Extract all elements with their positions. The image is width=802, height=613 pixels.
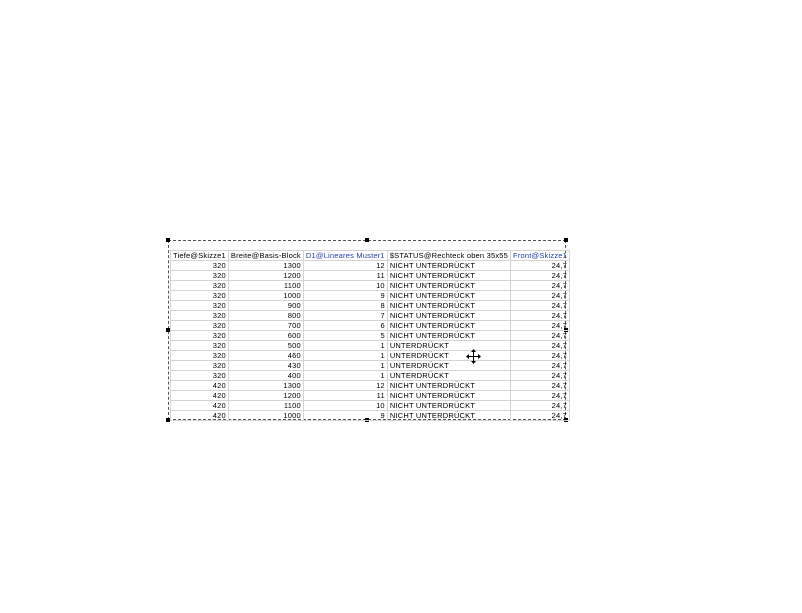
cell-front[interactable]: 24,7 <box>511 291 570 301</box>
cell-status[interactable]: NICHT UNTERDRÜCKT <box>387 261 510 271</box>
cell-d1[interactable]: 1 <box>303 351 387 361</box>
cell-breite[interactable]: 500 <box>228 341 303 351</box>
table-row <box>171 411 570 421</box>
cell-breite[interactable]: 430 <box>228 361 303 371</box>
cell-tiefe[interactable]: 320 <box>171 281 229 291</box>
cell-tiefe[interactable]: 420 <box>171 411 229 421</box>
cell-front[interactable]: 24,7 <box>511 311 570 321</box>
cell-d1[interactable]: 1 <box>303 371 387 381</box>
cell-front[interactable]: 24,7 <box>511 371 570 381</box>
cell-d1[interactable]: 11 <box>303 271 387 281</box>
table-row <box>171 381 570 391</box>
cell-breite[interactable]: 1000 <box>228 291 303 301</box>
cell-breite[interactable]: 460 <box>228 351 303 361</box>
cell-d1[interactable]: 9 <box>303 411 387 421</box>
cell-status[interactable]: NICHT UNTERDRÜCKT <box>387 401 510 411</box>
resize-handle-top-center[interactable] <box>365 238 369 242</box>
cell-front[interactable]: 24,7 <box>511 341 570 351</box>
cell-status[interactable]: NICHT UNTERDRÜCKT <box>387 271 510 281</box>
cell-tiefe[interactable]: 320 <box>171 321 229 331</box>
cell-front[interactable]: 24,7 <box>511 351 570 361</box>
table-row <box>171 391 570 401</box>
table-row <box>171 331 570 341</box>
column-header-status[interactable]: $STATUS@Rechteck oben 35x55 <box>387 251 510 261</box>
cell-breite[interactable]: 800 <box>228 311 303 321</box>
cell-d1[interactable]: 11 <box>303 391 387 401</box>
cell-breite[interactable]: 600 <box>228 331 303 341</box>
table-row <box>171 361 570 371</box>
cell-front[interactable]: 24,7 <box>511 281 570 291</box>
column-header-breite[interactable]: Breite@Basis-Block <box>228 251 303 261</box>
cell-d1[interactable]: 1 <box>303 341 387 351</box>
cell-status[interactable]: NICHT UNTERDRÜCKT <box>387 331 510 341</box>
column-header-tiefe[interactable]: Tiefe@Skizze1 <box>171 251 229 261</box>
cell-tiefe[interactable]: 420 <box>171 381 229 391</box>
column-header-front[interactable]: Front@Skizze1 <box>511 251 570 261</box>
column-header-d1[interactable]: D1@Lineares Muster1 <box>303 251 387 261</box>
cell-status[interactable]: UNTERDRÜCKT <box>387 371 510 381</box>
cell-d1[interactable]: 8 <box>303 301 387 311</box>
cell-d1[interactable]: 12 <box>303 261 387 271</box>
cell-d1[interactable]: 9 <box>303 291 387 301</box>
cell-status[interactable]: NICHT UNTERDRÜCKT <box>387 301 510 311</box>
cell-tiefe[interactable]: 420 <box>171 401 229 411</box>
cell-d1[interactable]: 10 <box>303 281 387 291</box>
cell-status[interactable]: NICHT UNTERDRÜCKT <box>387 391 510 401</box>
embedded-design-table[interactable] <box>168 240 566 420</box>
move-cursor-icon <box>466 349 481 364</box>
cell-tiefe[interactable]: 320 <box>171 271 229 281</box>
cell-front[interactable]: 24,7 <box>511 321 570 331</box>
cell-breite[interactable]: 400 <box>228 371 303 381</box>
cell-front[interactable]: 24,7 <box>511 301 570 311</box>
table-row <box>171 371 570 381</box>
table-row <box>171 321 570 331</box>
table-row <box>171 311 570 321</box>
cell-breite[interactable]: 700 <box>228 321 303 331</box>
resize-handle-top-right[interactable] <box>564 238 568 242</box>
cell-d1[interactable]: 5 <box>303 331 387 341</box>
cell-d1[interactable]: 7 <box>303 311 387 321</box>
table-body <box>171 261 570 421</box>
table-row <box>171 291 570 301</box>
resize-handle-top-left[interactable] <box>166 238 170 242</box>
cell-status[interactable]: NICHT UNTERDRÜCKT <box>387 411 510 421</box>
cell-breite[interactable]: 1200 <box>228 391 303 401</box>
table-row <box>171 281 570 291</box>
cell-status[interactable]: UNTERDRÜCKT <box>387 341 510 351</box>
cell-status[interactable]: UNTERDRÜCKT <box>387 351 510 361</box>
cell-d1[interactable]: 12 <box>303 381 387 391</box>
cell-tiefe[interactable]: 320 <box>171 351 229 361</box>
cell-breite[interactable]: 1000 <box>228 411 303 421</box>
table-row <box>171 341 570 351</box>
cell-tiefe[interactable]: 320 <box>171 331 229 341</box>
cell-status[interactable]: NICHT UNTERDRÜCKT <box>387 281 510 291</box>
cell-front[interactable]: 24,7 <box>511 391 570 401</box>
cell-tiefe[interactable]: 320 <box>171 261 229 271</box>
design-table-grid <box>170 250 570 421</box>
cell-tiefe[interactable]: 320 <box>171 361 229 371</box>
cell-status[interactable]: NICHT UNTERDRÜCKT <box>387 381 510 391</box>
table-row <box>171 301 570 311</box>
cell-front[interactable]: 24,7 <box>511 381 570 391</box>
cell-front[interactable]: 24,7 <box>511 261 570 271</box>
cell-breite[interactable]: 1300 <box>228 381 303 391</box>
cell-status[interactable]: NICHT UNTERDRÜCKT <box>387 311 510 321</box>
cell-d1[interactable]: 10 <box>303 401 387 411</box>
cell-status[interactable]: UNTERDRÜCKT <box>387 361 510 371</box>
cell-breite[interactable]: 900 <box>228 301 303 311</box>
cell-d1[interactable]: 6 <box>303 321 387 331</box>
cell-front[interactable]: 24,7 <box>511 411 570 421</box>
header-row <box>171 251 570 261</box>
table-row <box>171 401 570 411</box>
cell-tiefe[interactable]: 320 <box>171 341 229 351</box>
cell-tiefe[interactable]: 420 <box>171 391 229 401</box>
table-row <box>171 261 570 271</box>
cell-tiefe[interactable]: 320 <box>171 371 229 381</box>
cell-front[interactable]: 24,7 <box>511 331 570 341</box>
table-row <box>171 351 570 361</box>
cell-tiefe[interactable]: 320 <box>171 311 229 321</box>
cell-front[interactable]: 24,7 <box>511 361 570 371</box>
cell-tiefe[interactable]: 320 <box>171 291 229 301</box>
cell-tiefe[interactable]: 320 <box>171 301 229 311</box>
cell-status[interactable]: NICHT UNTERDRÜCKT <box>387 291 510 301</box>
cell-d1[interactable]: 1 <box>303 361 387 371</box>
cell-breite[interactable]: 1300 <box>228 261 303 271</box>
cell-breite[interactable]: 1200 <box>228 271 303 281</box>
cell-breite[interactable]: 1100 <box>228 281 303 291</box>
cell-status[interactable]: NICHT UNTERDRÜCKT <box>387 321 510 331</box>
cell-front[interactable]: 24,7 <box>511 401 570 411</box>
table-row <box>171 271 570 281</box>
cell-front[interactable]: 24,7 <box>511 271 570 281</box>
cell-breite[interactable]: 1100 <box>228 401 303 411</box>
